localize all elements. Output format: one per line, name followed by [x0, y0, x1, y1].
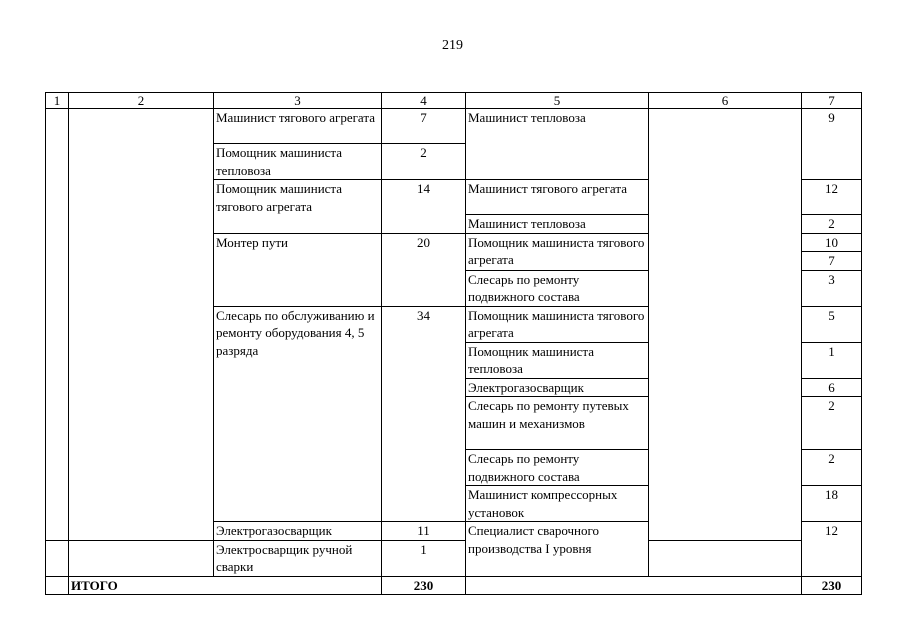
total-count: 230	[382, 576, 466, 595]
staff-table	[45, 92, 862, 595]
table-row	[46, 540, 862, 576]
target-count-cell: 10	[802, 233, 862, 252]
total-target-count: 230	[802, 576, 862, 595]
target-position-cell: Машинист тягового агрегата	[466, 180, 649, 215]
target-position-cell: Машинист компрессорных установок	[466, 486, 649, 522]
target-count-cell: 2	[802, 397, 862, 450]
count-cell: 34	[382, 306, 466, 522]
target-count-cell: 2	[802, 450, 862, 486]
header-cell-1: 1	[46, 93, 69, 109]
target-position-cell: Слесарь по ремонту подвижного состава	[466, 270, 649, 306]
target-count-cell: 3	[802, 270, 862, 306]
count-cell: 7	[382, 109, 466, 144]
position-cell: Слесарь по обслуживанию и ремонту оборудования 4, 5 разряда	[214, 306, 382, 522]
total-empty-cell	[466, 576, 802, 595]
position-cell: Электросварщик ручной сварки	[214, 540, 382, 576]
target-count-cell: 7	[802, 252, 862, 271]
target-count-cell: 2	[802, 215, 862, 234]
count-cell: 20	[382, 233, 466, 306]
position-cell: Помощник машиниста тягового агрегата	[214, 180, 382, 234]
col1-cell	[46, 109, 69, 541]
target-position-cell: Слесарь по ремонту путевых машин и механизмов	[466, 397, 649, 450]
target-position-cell: Помощник машиниста тепловоза	[466, 342, 649, 378]
page-number: 219	[442, 38, 463, 53]
header-cell-5: 5	[466, 93, 649, 109]
header-cell-2: 2	[69, 93, 214, 109]
target-count-cell: 9	[802, 109, 862, 180]
target-position-cell: Электрогазосварщик	[466, 378, 649, 397]
position-cell: Помощник машиниста тепловоза	[214, 144, 382, 180]
count-cell: 11	[382, 522, 466, 541]
col6-cell	[649, 109, 802, 541]
target-position-cell: Слесарь по ремонту подвижного состава	[466, 450, 649, 486]
col6-cell	[649, 540, 802, 576]
target-position-cell: Помощник машиниста тягового агрегата	[466, 233, 649, 270]
target-count-cell: 12	[802, 180, 862, 215]
count-cell: 2	[382, 144, 466, 180]
target-count-cell: 18	[802, 486, 862, 522]
header-row	[46, 93, 862, 109]
total-label: ИТОГО	[69, 576, 382, 595]
target-position-cell: Машинист тепловоза	[466, 109, 649, 180]
header-cell-4: 4	[382, 93, 466, 109]
count-cell: 14	[382, 180, 466, 234]
header-cell-3: 3	[214, 93, 382, 109]
target-count-cell: 5	[802, 306, 862, 342]
col1-cell	[46, 540, 69, 576]
count-cell: 1	[382, 540, 466, 576]
position-cell: Электрогазосварщик	[214, 522, 382, 541]
target-position-cell: Специалист сварочного производства I уровня	[466, 522, 649, 577]
col2-cell	[69, 109, 214, 541]
target-position-cell: Помощник машиниста тягового агрегата	[466, 306, 649, 342]
header-cell-6: 6	[649, 93, 802, 109]
target-count-cell: 6	[802, 378, 862, 397]
total-row	[46, 576, 862, 595]
position-cell: Монтер пути	[214, 233, 382, 306]
target-position-cell: Машинист тепловоза	[466, 215, 649, 234]
table-row	[46, 109, 862, 144]
target-count-cell: 1	[802, 342, 862, 378]
col2-cell	[69, 540, 214, 576]
position-cell: Машинист тягового агрегата	[214, 109, 382, 144]
header-cell-7: 7	[802, 93, 862, 109]
target-count-cell: 12	[802, 522, 862, 577]
col1-cell	[46, 576, 69, 595]
